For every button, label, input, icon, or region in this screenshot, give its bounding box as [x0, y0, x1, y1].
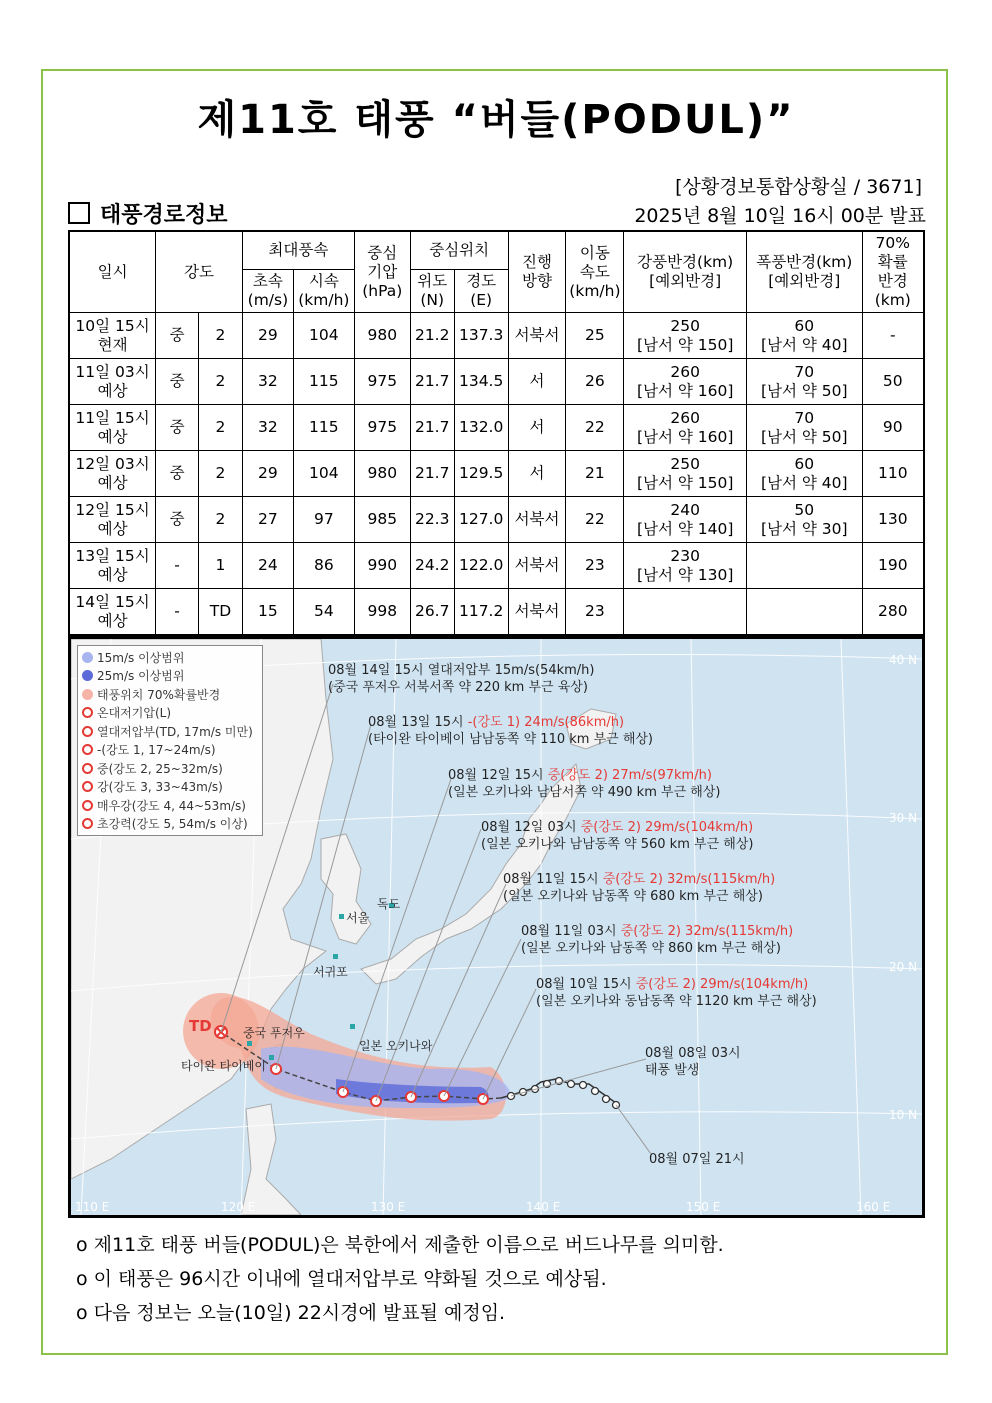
- legend-item: [82, 667, 258, 686]
- annotation-0810: 08월 10일 15시 중(강도 2) 29m/s(104km/h) (일본 오키나와 동남동쪽 약 1120 km 부근 해상): [536, 977, 817, 1009]
- place-taipei: 타이완 타이베이: [181, 1059, 266, 1073]
- cell-prob-radius: -: [862, 313, 924, 359]
- g5-icon: [82, 818, 93, 829]
- header-time: 일시: [69, 231, 156, 313]
- lat-label-30: 30 N: [889, 811, 918, 825]
- legend-swatch-icon: [82, 689, 93, 700]
- cell-grade: 2: [199, 405, 243, 451]
- g1-icon: [82, 744, 93, 755]
- cell-wind-kmh: 115: [293, 405, 354, 451]
- table-row: [69, 543, 924, 589]
- cell-class: -: [156, 589, 199, 636]
- cell-gale-radius: 60 [남서 약 40]: [746, 451, 862, 497]
- td-label: TD: [189, 1017, 212, 1035]
- cell-class: 중: [156, 497, 199, 543]
- cell-time: 14일 15시 예상: [69, 589, 156, 636]
- cell-lat: 24.2: [410, 543, 454, 589]
- legend-item: [82, 778, 258, 797]
- cell-prob-radius: 190: [862, 543, 924, 589]
- cell-lon: 127.0: [454, 497, 508, 543]
- place-okinawa: 일본 오키나와: [359, 1039, 433, 1053]
- cell-speed: 21: [566, 451, 624, 497]
- table-row: [69, 359, 924, 405]
- cell-pressure: 985: [354, 497, 410, 543]
- cell-gale-radius: [746, 589, 862, 636]
- cell-pressure: 998: [354, 589, 410, 636]
- header-prob: 70% 확률 반경 (km): [862, 231, 924, 313]
- table-row: [69, 451, 924, 497]
- cell-grade: 1: [199, 543, 243, 589]
- cell-grade: TD: [199, 589, 243, 636]
- typhoon-track-map: [68, 636, 925, 1218]
- cell-direction: 서: [508, 405, 566, 451]
- legend-item: [82, 796, 258, 815]
- cell-storm-radius: 260 [남서 약 160]: [624, 405, 747, 451]
- table-row: [69, 589, 924, 636]
- cell-lat: 21.2: [410, 313, 454, 359]
- cell-wind-ms: 32: [242, 405, 293, 451]
- legend-label: -(강도 1, 17~24m/s): [97, 743, 216, 758]
- cell-time: 12일 03시 예상: [69, 451, 156, 497]
- place-dokdo: 독도: [377, 897, 401, 911]
- annotation-0813: 08월 13일 15시 -(강도 1) 24m/s(86km/h) (타이완 타이베이 남남동쪽 약 110 km 부근 해상): [368, 715, 654, 747]
- cell-lon: 134.5: [454, 359, 508, 405]
- header-gale-radius: 폭풍반경(km) [예외반경]: [746, 231, 862, 313]
- cell-speed: 23: [566, 543, 624, 589]
- legend-swatch-icon: [82, 670, 93, 681]
- note-2: o 이 태풍은 96시간 이내에 열대저압부로 약화될 것으로 예상됨.: [76, 1268, 607, 1290]
- cell-class: 중: [156, 313, 199, 359]
- cell-wind-ms: 27: [242, 497, 293, 543]
- cell-lat: 21.7: [410, 451, 454, 497]
- map-legend: [77, 645, 263, 836]
- cell-pressure: 975: [354, 359, 410, 405]
- legend-item: [82, 815, 258, 834]
- cell-wind-kmh: 104: [293, 313, 354, 359]
- legend-label: 열대저압부(TD, 17m/s 미만): [97, 724, 253, 739]
- cell-direction: 서북서: [508, 313, 566, 359]
- cell-lon: 122.0: [454, 543, 508, 589]
- header-max-wind: 최대풍속: [242, 231, 354, 270]
- annotation-0814: 08월 14일 15시 열대저압부 15m/s(54km/h) (중국 푸저우 서북서쪽 약 220 km 부근 육상): [328, 663, 595, 695]
- legend-swatch-icon: [82, 652, 93, 663]
- legend-item: [82, 704, 258, 723]
- cell-prob-radius: 50: [862, 359, 924, 405]
- page-title: 제11호 태풍 “버들(PODUL)”: [197, 97, 795, 143]
- lat-label-20: 20 N: [889, 960, 918, 974]
- cell-prob-radius: 280: [862, 589, 924, 636]
- lon-label-140: 140 E: [526, 1200, 561, 1214]
- cell-prob-radius: 110: [862, 451, 924, 497]
- cell-speed: 25: [566, 313, 624, 359]
- cell-lon: 137.3: [454, 313, 508, 359]
- legend-label: 매우강(강도 4, 44~53m/s): [97, 798, 246, 813]
- header-direction: 진행 방향: [508, 231, 566, 313]
- legend-label: 25m/s 이상범위: [97, 669, 185, 684]
- checkbox-icon: [68, 202, 90, 224]
- lon-label-150: 150 E: [686, 1200, 721, 1214]
- header-lon: 경도 (E): [454, 270, 508, 313]
- lat-label-40: 40 N: [889, 653, 918, 667]
- cell-wind-ms: 24: [242, 543, 293, 589]
- cell-wind-ms: 32: [242, 359, 293, 405]
- cell-direction: 서: [508, 451, 566, 497]
- cell-time: 10일 15시 현재: [69, 313, 156, 359]
- header-intensity: 강도: [156, 231, 243, 313]
- cell-time: 13일 15시 예상: [69, 543, 156, 589]
- cell-lat: 26.7: [410, 589, 454, 636]
- cell-direction: 서북서: [508, 497, 566, 543]
- cell-gale-radius: [746, 543, 862, 589]
- cell-pressure: 980: [354, 313, 410, 359]
- cell-class: -: [156, 543, 199, 589]
- cell-lat: 21.7: [410, 359, 454, 405]
- header-wind-ms: 초속 (m/s): [242, 270, 293, 313]
- cell-direction: 서: [508, 359, 566, 405]
- annotation-0812-15: 08월 12일 15시 중(강도 2) 27m/s(97km/h) (일본 오키나와 남남서쪽 약 490 km 부근 해상): [448, 768, 721, 800]
- cell-gale-radius: 60 [남서 약 40]: [746, 313, 862, 359]
- table-row: [69, 313, 924, 359]
- lon-label-130: 130 E: [371, 1200, 406, 1214]
- track-table: [68, 230, 925, 636]
- cell-wind-ms: 15: [242, 589, 293, 636]
- cell-pressure: 980: [354, 451, 410, 497]
- cell-wind-kmh: 86: [293, 543, 354, 589]
- cell-speed: 23: [566, 589, 624, 636]
- cell-grade: 2: [199, 313, 243, 359]
- legend-item: [82, 722, 258, 741]
- cell-lon: 129.5: [454, 451, 508, 497]
- header-storm-radius: 강풍반경(km) [예외반경]: [624, 231, 747, 313]
- cell-wind-kmh: 104: [293, 451, 354, 497]
- lon-label-110: 110 E: [75, 1200, 110, 1214]
- legend-item: [82, 685, 258, 704]
- cell-class: 중: [156, 451, 199, 497]
- cell-storm-radius: 250 [남서 약 150]: [624, 451, 747, 497]
- cell-grade: 2: [199, 497, 243, 543]
- cell-wind-kmh: 115: [293, 359, 354, 405]
- cell-lon: 117.2: [454, 589, 508, 636]
- cell-grade: 2: [199, 451, 243, 497]
- td-icon: [82, 726, 93, 737]
- note-1: o 제11호 태풍 버들(PODUL)은 북한에서 제출한 이름으로 버드나무를 의미함.: [76, 1234, 724, 1256]
- place-fuzhou: 중국 푸저우: [243, 1026, 305, 1040]
- place-seogwipo: 서귀포: [313, 965, 348, 979]
- annotation-0811-15: 08월 11일 15시 중(강도 2) 32m/s(115km/h) (일본 오키나와 남동쪽 약 680 km 부근 해상): [503, 872, 776, 904]
- header-pressure: 중심 기압 (hPa): [354, 231, 410, 313]
- table-row: [69, 405, 924, 451]
- cell-wind-ms: 29: [242, 451, 293, 497]
- genesis-label: 08월 08일 03시 태풍 발생: [645, 1046, 741, 1078]
- g3-icon: [82, 781, 93, 792]
- cell-storm-radius: 230 [남서 약 130]: [624, 543, 747, 589]
- legend-item: [82, 741, 258, 760]
- cell-direction: 서북서: [508, 543, 566, 589]
- cell-time: 11일 15시 예상: [69, 405, 156, 451]
- legend-label: 태풍위치 70%확률반경: [97, 687, 221, 702]
- cell-lon: 132.0: [454, 405, 508, 451]
- place-seoul: 서울: [346, 911, 370, 925]
- lon-label-160: 160 E: [856, 1200, 891, 1214]
- g4-icon: [82, 800, 93, 811]
- cell-gale-radius: 70 [남서 약 50]: [746, 359, 862, 405]
- cell-prob-radius: 90: [862, 405, 924, 451]
- header-center: 중심위치: [410, 231, 508, 270]
- cell-lat: 22.3: [410, 497, 454, 543]
- annotation-0812-03: 08월 12일 03시 중(강도 2) 29m/s(104km/h) (일본 오키나와 남남동쪽 약 560 km 부근 해상): [481, 820, 754, 852]
- cell-gale-radius: 50 [남서 약 30]: [746, 497, 862, 543]
- cell-prob-radius: 130: [862, 497, 924, 543]
- ext-icon: [82, 707, 93, 718]
- cell-storm-radius: [624, 589, 747, 636]
- cell-gale-radius: 70 [남서 약 50]: [746, 405, 862, 451]
- header-lat: 위도 (N): [410, 270, 454, 313]
- header-wind-kmh: 시속 (km/h): [293, 270, 354, 313]
- cell-wind-kmh: 97: [293, 497, 354, 543]
- cell-class: 중: [156, 405, 199, 451]
- legend-item: [82, 648, 258, 667]
- legend-label: 온대저기압(L): [97, 706, 172, 721]
- annotation-0811-03: 08월 11일 03시 중(강도 2) 32m/s(115km/h) (일본 오키나와 남동쪽 약 860 km 부근 해상): [521, 924, 794, 956]
- lat-label-10: 10 N: [889, 1108, 918, 1122]
- cell-class: 중: [156, 359, 199, 405]
- cell-speed: 22: [566, 405, 624, 451]
- cell-storm-radius: 260 [남서 약 160]: [624, 359, 747, 405]
- legend-label: 15m/s 이상범위: [97, 650, 185, 665]
- cell-storm-radius: 250 [남서 약 150]: [624, 313, 747, 359]
- note-3: o 다음 정보는 오늘(10일) 22시경에 발표될 예정임.: [76, 1302, 506, 1324]
- issued-time: 2025년 8월 10일 16시 00분 발표: [634, 205, 926, 227]
- g2-icon: [82, 763, 93, 774]
- cell-lat: 21.7: [410, 405, 454, 451]
- legend-item: [82, 759, 258, 778]
- cell-time: 12일 15시 예상: [69, 497, 156, 543]
- legend-label: 강(강도 3, 33~43m/s): [97, 780, 223, 795]
- cell-pressure: 990: [354, 543, 410, 589]
- cell-speed: 26: [566, 359, 624, 405]
- legend-label: 초강력(강도 5, 54m/s 이상): [97, 817, 248, 832]
- lon-label-120: 120 E: [221, 1200, 256, 1214]
- cell-speed: 22: [566, 497, 624, 543]
- section-title-text: 태풍경로정보: [100, 203, 228, 228]
- table-row: [69, 497, 924, 543]
- office-label: [상황경보통합상황실 / 3671]: [675, 176, 922, 198]
- cell-pressure: 975: [354, 405, 410, 451]
- cell-wind-kmh: 54: [293, 589, 354, 636]
- start-label: 08월 07일 21시: [649, 1152, 745, 1167]
- cell-wind-ms: 29: [242, 313, 293, 359]
- header-speed: 이동 속도 (km/h): [566, 231, 624, 313]
- cell-grade: 2: [199, 359, 243, 405]
- legend-label: 중(강도 2, 25~32m/s): [97, 761, 223, 776]
- cell-direction: 서북서: [508, 589, 566, 636]
- section-title: [68, 198, 228, 229]
- notes: [76, 1228, 724, 1330]
- cell-storm-radius: 240 [남서 약 140]: [624, 497, 747, 543]
- cell-time: 11일 03시 예상: [69, 359, 156, 405]
